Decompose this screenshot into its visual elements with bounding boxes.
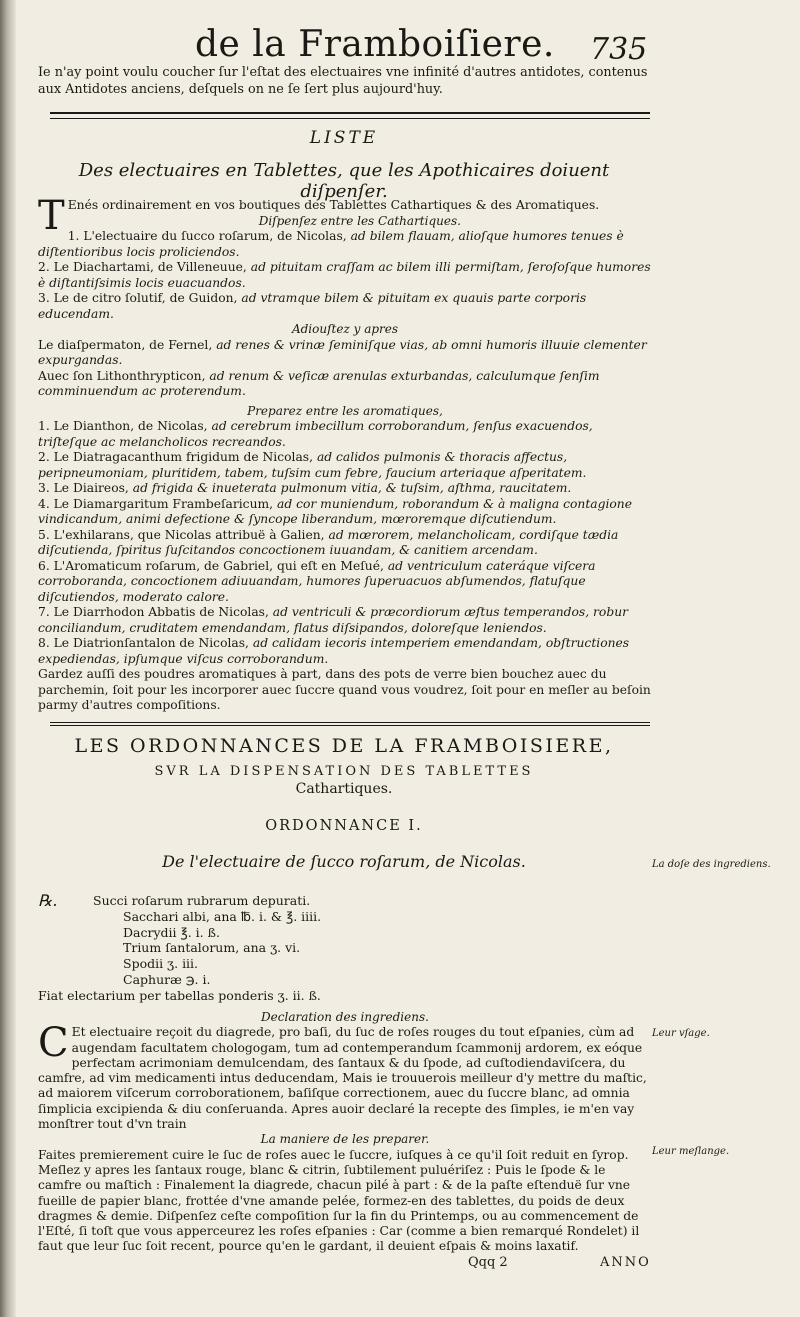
declaration-text: C Et electuaire reçoit du diagrede, pro baſi, du ſuc de roſes rouges du tout eſpanies, cùm ad augendam facultatem chologogam, tum ad contemperandum ſcammonij ardorem, ex eóque perfectam acrimoniam demulcendam, des ſantaux & du ſpode, ad cuſtodiendaviſcera, du camfre, ad vim medicamenti intus deducendam, Mais ie trouuerois meilleur d'y mettre du maſtic, ad maiorem viſcerum corroborationem, baſiſque correctionem, auec du ſuccre blanc, ad omnia ſimplicia excipienda & diu conſeruanda. Apres auoir declaré la recepte des ſimples, ie m'en vay monſtrer tout d'vn train [38,1020,647,1132]
running-title: de la Framboiſiere. [195,24,555,65]
list-item-label: 1. L'electuaire du ſucco roſarum, de Nicolas, [67,229,347,243]
liste-title: LISTE [309,128,379,148]
recipe-line: Dacrydii ℥. i. ß. [123,924,220,940]
list-item-label: 4. Le Diamargaritum Frambeſaricum, [38,496,274,511]
margin-note-usage: Leur vſage. [652,1028,710,1039]
list-item-latin: ad pituitam craſſam ac bilem illi permiſtam, ſeroſoſque humores è diſtantiſsimis locis euacuandos. [38,260,651,290]
section-subtitle: SVR LA DISPENSATION DES TABLETTES [154,764,534,779]
recipe-symbol: ℞. [38,891,58,910]
list-item-latin: ad calidam iecoris intemperiem emendandam, obſtructiones expediendas, ipſumque viſcus corroborandum. [38,636,630,666]
list-item-latin: ad renes & vrinæ ſeminiſque vias, ab omni humoris illuuie clementer expurgandas. [38,337,647,367]
drop-cap: C [38,1020,69,1067]
section-subtitle-2: Cathartiques. [295,781,393,797]
rule-top-thin [50,118,650,119]
adioustez-list [38,338,652,400]
list-item-label: 7. Le Diarrhodon Abbatis de Nicolas, [38,605,269,619]
signature-mark: Qqq 2 [468,1255,508,1270]
ordonnance-subject: De l'electuaire de ſucco roſarum, de Nicolas. [162,852,526,871]
list-item [38,636,652,667]
list-item [38,450,652,481]
liste-closing: Gardez auſſi des poudres aromatiques à part, dans des pots de verre bien bouchez auec du parchemin, ſoit pour les incorporer auec ſuccre quand vous voudrez, ſoit pour en meſler au beſoin parmy d'autres compoſitions. [38,667,651,712]
cathartiques-list [38,229,652,322]
list-item [38,229,652,260]
recipe-line: Spodii ʒ. iii. [123,956,199,972]
maniere-text: Faites premierement cuire le ſuc de roſes auec le ſuccre, iuſques à ce qu'il ſoit reduit en ſyrop. Meſlez y apres les ſantaux rouge, blanc & citrin, ſubtilement puluériſez : Puis le ſpode & le camfre ou maſtich : Finalement la diagrede, chacun pilé à part : & de la paſte eſtenduë ſur vne fueille de papier blanc, frottée d'vne amande pelée, formez-en des tablettes, du poids de deux dragmes & demie. Diſpenſez ceſte compoſition ſur la fin du Printemps, ou au commencement de l'Eſté, ſi toſt que vous apperceurez les roſes eſpanies : Car (comme a bien remarqué Rondelet) il faut que leur ſuc ſoit recent, pource qu'en le gardant, il deuient eſpais & moins laxatif. [38,1147,640,1254]
book-spine-shadow [0,0,16,1317]
heading-adioustez: Adiouſtez y apres [291,322,399,336]
list-item [38,528,652,559]
list-item [38,291,652,322]
liste-subtitle: Des electuaires en Tablettes, que les Apothicaires doiuent diſpenſer. [78,160,610,202]
ordonnance-heading: ORDONNANCE I. [265,818,423,834]
list-item-label: 3. Le de citro ſolutif, de Guidon, [38,291,238,305]
list-item [38,260,652,291]
rule-section [50,722,650,726]
list-item-latin: ad bilem flauam, alioſque humores tenues è diſtentioribus locis proliciendos. [38,229,624,259]
maniere-heading: La maniere de les preparer. [260,1132,430,1147]
aromatiques-list [38,419,652,667]
list-item-latin: ad renum & veſicæ arenulas exturbandas, calculumque ſenſim comminuendum ac proterendum. [38,368,600,398]
recipe-line: Succi roſarum rubrarum depurati. [93,893,311,908]
list-item-label: 8. Le Diatrionſantalon de Nicolas, [38,636,249,650]
recipe-line: Caphuræ ℈. i. [123,971,211,987]
page-number: 735 [590,32,648,67]
list-item [38,559,652,606]
recipe-line: Trium ſantalorum, ana ʒ. vi. [123,940,301,956]
list-item-latin: ad cerebrum imbecillum corroborandum, ſenſus exacuendos, triſteſque ac melancholicos recreandos. [38,419,593,449]
declaration-body [38,1010,652,1255]
list-item [38,338,652,369]
list-item-label: 2. Le Diachartami, de Villeneuue, [38,260,247,274]
liste-body [38,193,652,714]
list-item-latin: ad mœrorem, melancholicam, cordiſque tædia diſcutienda, ſpiritus ſuſcitandos concoctionem iuuandam, & canitiem arcendam. [38,527,619,557]
list-item-label: 1. Le Dianthon, de Nicolas, [38,419,208,433]
list-item-latin: ad vtramque bilem & pituitam ex quauis parte corporis educendam. [38,291,587,321]
list-item-latin: ad frigida & inueterata pulmonum vitia, & tuſsim, aſthma, raucitatem. [132,481,572,495]
drop-cap: T [38,193,65,239]
liste-lead: T Enés ordinairement en vos boutiques des Tablettes Cathartiques & des Aromatiques. [38,193,600,239]
list-item [38,369,652,400]
margin-note-dose: La doſe des ingrediens. [652,859,771,870]
rule-top [50,112,650,114]
recipe-block [38,893,638,1004]
list-item-latin: ad ventriculum cateráque viſcera corroboranda, concoctionem adiuuandam, humores ſuperuacuos abſumendos, flatuſque diſcutiendos, moderato calore. [38,558,596,604]
list-item-latin: ad cor muniendum, roborandum & à maligna contagione vindicandum, animi defectione & ſyncope liberandum, mœroremque diſcutiendum. [38,496,632,526]
intro-paragraph: Ie n'ay point voulu coucher ſur l'eſtat des electuaires vne infinité d'autres antidotes, contenus aux Antidotes anciens, deſquels on ne ſe ſert plus aujourd'huy. [38,65,648,97]
margin-note-mixing: Leur meſlange. [652,1146,730,1157]
list-item-label: 2. Le Diatragacanthum frigidum de Nicolas, [38,450,314,464]
section-title: LES ORDONNANCES DE LA FRAMBOISIERE, [74,735,614,757]
list-item [38,605,652,636]
list-item-label: 6. L'Aromaticum roſarum, de Gabriel, qui eſt en Meſué, [38,558,384,573]
heading-aromatiques: Preparez entre les aromatiques, [247,403,443,418]
list-item-label: Auec ſon Lithonthrypticon, [38,368,206,383]
declaration-heading: Declaration des ingrediens. [261,1010,429,1024]
catchword: ANNO [600,1255,651,1270]
list-item [38,419,652,450]
list-item [38,481,652,497]
list-item [38,497,652,528]
recipe-line: Sacchari albi, ana ℔. i. & ℥. iiii. [123,908,322,924]
list-item-latin: ad calidos pulmonis & thoracis affectus, peripneumoniam, pluritidem, tabem, tuſsim cum febre, faucium arteriaque aſperitatem. [38,450,587,480]
recipe-fiat: Fiat electarium per tabellas ponderis ʒ. ii. ß. [38,987,321,1003]
heading-cathartiques: Diſpenſez entre les Cathartiques. [258,213,461,228]
list-item-label: Le diaſpermaton, de Fernel, [38,337,213,352]
list-item-latin: ad ventriculi & præcordiorum æſtus temperandos, robur conciliandum, cruditatem emendandam, flatus diſsipandos, doloreſque leniendos. [38,605,628,635]
list-item-label: 5. L'exhilarans, que Nicolas attribuë à Galien, [38,527,325,542]
list-item-label: 3. Le Diaireos, [38,481,129,495]
